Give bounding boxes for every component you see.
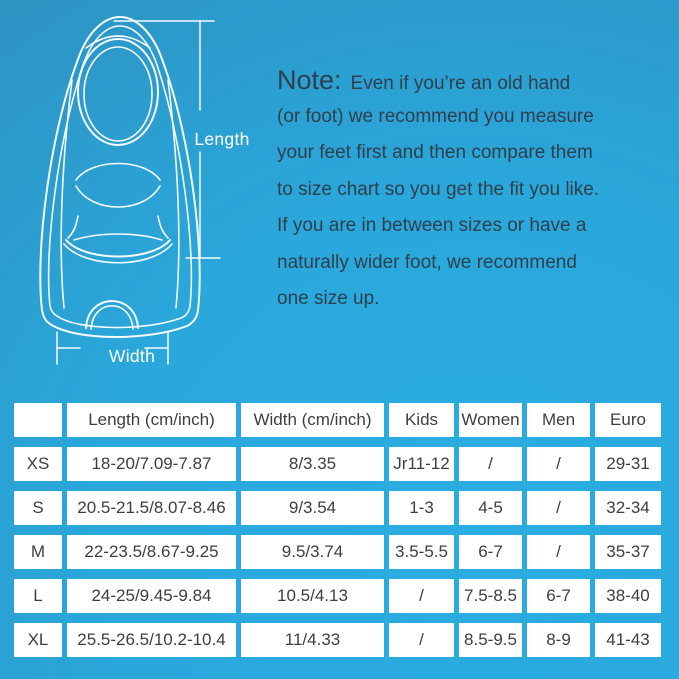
- column-header-euro: Euro: [595, 403, 661, 437]
- table-row-xl: [14, 623, 661, 657]
- fin-outer-outline: [40, 17, 199, 337]
- cell-women: 8.5-9.5: [459, 623, 522, 657]
- cell-euro: 38-40: [595, 579, 661, 613]
- table-row-s: [14, 491, 661, 525]
- cell-women: /: [459, 447, 522, 481]
- length-dimension-label: Length: [194, 129, 250, 149]
- fin-illustration-svg: [20, 10, 260, 380]
- cell-width: 11/4.33: [241, 623, 384, 657]
- cell-width: 9/3.54: [241, 491, 384, 525]
- cell-kids: 3.5-5.5: [389, 535, 454, 569]
- fin-inner-outline: [49, 26, 192, 328]
- cell-men: /: [527, 491, 590, 525]
- fin-measurement-diagram: [20, 10, 260, 380]
- column-header-length: Length (cm/inch): [67, 403, 236, 437]
- note-title: Note:: [277, 65, 342, 95]
- note-line: one size up.: [277, 288, 380, 309]
- row-label: S: [14, 491, 62, 525]
- heel-cup-arc-outer: [66, 240, 170, 257]
- note-line: your feet first and then compare them: [277, 142, 593, 163]
- cell-width: 9.5/3.74: [241, 535, 384, 569]
- note-line: to size chart so you get the fit you like.: [277, 178, 600, 200]
- row-label: XS: [14, 447, 62, 481]
- table-row-xs: [14, 447, 661, 481]
- cell-length: 22-23.5/8.67-9.25: [67, 535, 236, 569]
- instep-arc-top: [76, 164, 160, 181]
- fin-left-rail-line: [61, 80, 72, 308]
- note-line: (or foot) we recommend you measure: [277, 105, 594, 127]
- footbed-right-hook: [158, 216, 168, 238]
- heel-cup-arc-inner: [64, 244, 172, 263]
- cell-euro: 29-31: [595, 447, 661, 481]
- column-header-men: Men: [527, 403, 590, 437]
- cell-men: 6-7: [527, 579, 590, 613]
- cell-kids: Jr11-12: [389, 447, 454, 481]
- size-chart: [9, 393, 666, 667]
- row-label: L: [14, 579, 62, 613]
- cell-width: 8/3.35: [241, 447, 384, 481]
- note-line: naturally wider foot, we recommend: [277, 251, 577, 273]
- cell-length: 25.5-26.5/10.2-10.4: [67, 623, 236, 657]
- note-line: [277, 62, 673, 99]
- column-header-size: [14, 403, 62, 437]
- cell-women: 6-7: [459, 535, 522, 569]
- foot-opening-inner: [84, 47, 152, 141]
- column-header-women: Women: [459, 403, 522, 437]
- cell-kids: /: [389, 579, 454, 613]
- cell-length: 18-20/7.09-7.87: [67, 447, 236, 481]
- cell-euro: 35-37: [595, 535, 661, 569]
- cell-width: 10.5/4.13: [241, 579, 384, 613]
- row-label: XL: [14, 623, 62, 657]
- cell-kids: /: [389, 623, 454, 657]
- cell-women: 7.5-8.5: [459, 579, 522, 613]
- heel-arch-inner: [91, 306, 133, 329]
- cell-length: 20.5-21.5/8.07-8.46: [67, 491, 236, 525]
- footbed-left-hook: [68, 216, 78, 238]
- note-line: If you are in between sizes or have a: [277, 215, 587, 236]
- column-header-width: Width (cm/inch): [241, 403, 384, 437]
- cell-euro: 41-43: [595, 623, 661, 657]
- fin-right-rail-line: [168, 80, 179, 308]
- column-header-kids: Kids: [389, 403, 454, 437]
- cell-men: /: [527, 535, 590, 569]
- table-row-l: [14, 579, 661, 613]
- instep-arc-bottom: [76, 186, 160, 207]
- cell-length: 24-25/9.45-9.84: [67, 579, 236, 613]
- table-row-m: [14, 535, 661, 569]
- foot-opening-outer: [78, 39, 158, 145]
- cell-kids: 1-3: [389, 491, 454, 525]
- size-chart-table: [9, 393, 666, 667]
- cell-euro: 32-34: [595, 491, 661, 525]
- footbed-lip: [74, 234, 162, 240]
- note-block: [277, 62, 673, 318]
- width-dimension-label: Width: [108, 346, 156, 366]
- row-label: M: [14, 535, 62, 569]
- note-text: Even if you’re an old hand: [350, 73, 571, 94]
- cell-women: 4-5: [459, 491, 522, 525]
- cell-men: 8-9: [527, 623, 590, 657]
- header-row: [14, 403, 661, 437]
- cell-men: /: [527, 447, 590, 481]
